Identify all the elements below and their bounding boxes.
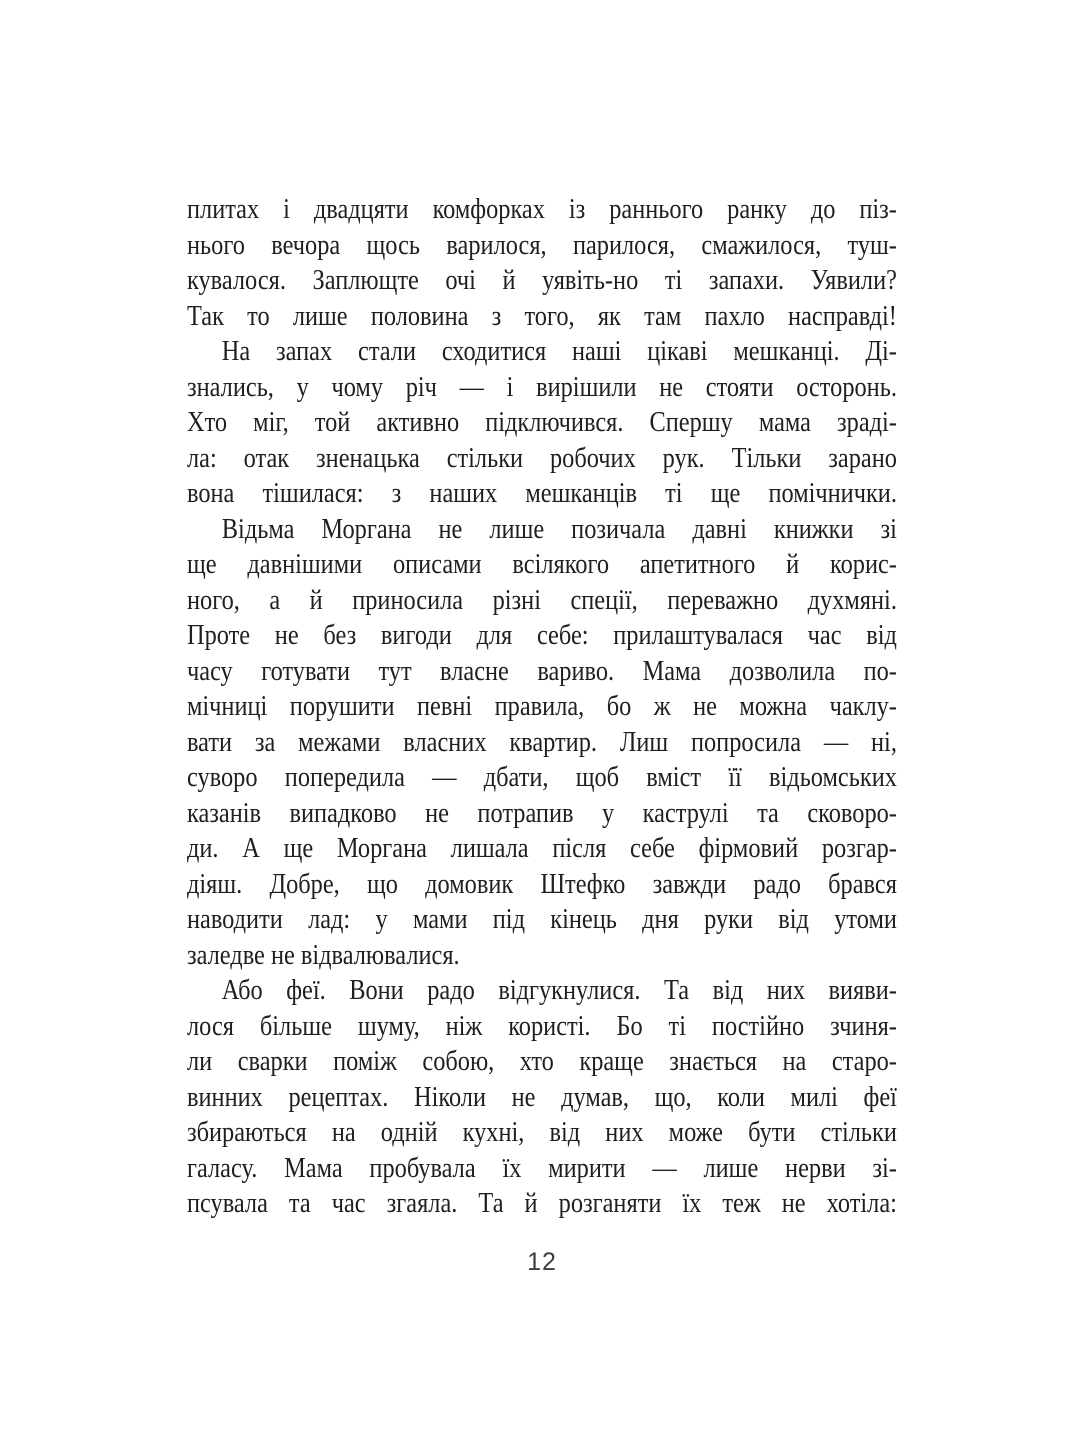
text-line: плитах і двадцяти комфорках із раннього ранку до піз- xyxy=(187,194,897,225)
text-line: збираються на одній кухні, від них може бути стільки xyxy=(187,1117,897,1148)
text-line: нього вечора щось варилося, парилося, смажилося, туш- xyxy=(187,229,897,261)
text-line: На запах стали сходитися наші цікаві мешканці. Ді- xyxy=(221,336,897,367)
text-line: Або феї. Вони радо відгукнулися. Та від них вияви- xyxy=(221,975,897,1006)
text-line: мічниці порушити певні правила, бо ж не можна чаклу- xyxy=(187,691,897,722)
text-line: Так то лише половина з того, як там пахло насправді! xyxy=(187,300,897,332)
text-line: діяш. Добре, що домовик Штефко завжди радо брався xyxy=(187,868,897,900)
paragraph-4 xyxy=(187,973,897,1222)
text-line: псувала та час згаяла. Та й розганяти їх теж не хотіла: xyxy=(187,1188,897,1219)
text-line: суворо попередила — дбати, щоб вміст її відьомських xyxy=(187,762,897,793)
text-line: наводити лад: у мами під кінець дня руки від утоми xyxy=(187,904,897,935)
text-line: знались, у чому річ — і вирішили не стояти осторонь. xyxy=(187,371,897,403)
paragraph-1 xyxy=(187,192,897,334)
text-line: Проте не без вигоди для себе: прилаштувалася час від xyxy=(187,620,897,651)
text-line: вона тішилася: з наших мешканців ті ще помічнички. xyxy=(187,478,897,509)
text-line: винних рецептах. Ніколи не думав, що, коли милі феї xyxy=(187,1081,897,1113)
text-line: вати за межами власних квартир. Лиш попросила — ні, xyxy=(187,726,897,758)
page-text xyxy=(187,192,897,1222)
text-line: кувалося. Заплющте очі й уявіть-но ті запахи. Уявили? xyxy=(187,265,897,296)
text-line: Відьма Моргана не лише позичала давні книжки зі xyxy=(221,513,897,545)
text-line: заледве не відвалювалися. xyxy=(187,939,460,971)
text-line: казанів випадково не потрапив у каструлі та сковоро- xyxy=(187,797,897,829)
text-line: ла: отак зненацька стільки робочих рук. Тільки зарано xyxy=(187,442,897,474)
text-line: ще давнішими описами всілякого апетитного й корис- xyxy=(187,549,897,580)
paragraph-2 xyxy=(187,334,897,512)
text-line: лося більше шуму, ніж користі. Бо ті постійно зчиня- xyxy=(187,1010,897,1042)
text-line: ди. А ще Моргана лишала після себе фірмовий розгар- xyxy=(187,833,897,864)
text-line: часу готувати тут власне вариво. Мама дозволила по- xyxy=(187,655,897,687)
text-line: ли сварки поміж собою, хто краще знається на старо- xyxy=(187,1046,897,1077)
paragraph-3 xyxy=(187,512,897,974)
text-line: ного, а й приносила різні спеції, переважно духмяні. xyxy=(187,584,897,616)
page-number: 12 xyxy=(527,1248,557,1276)
text-line: галасу. Мама пробувала їх мирити — лише нерви зі- xyxy=(187,1152,897,1184)
text-line: Хто міг, той активно підключився. Спершу мама зраді- xyxy=(187,407,897,438)
